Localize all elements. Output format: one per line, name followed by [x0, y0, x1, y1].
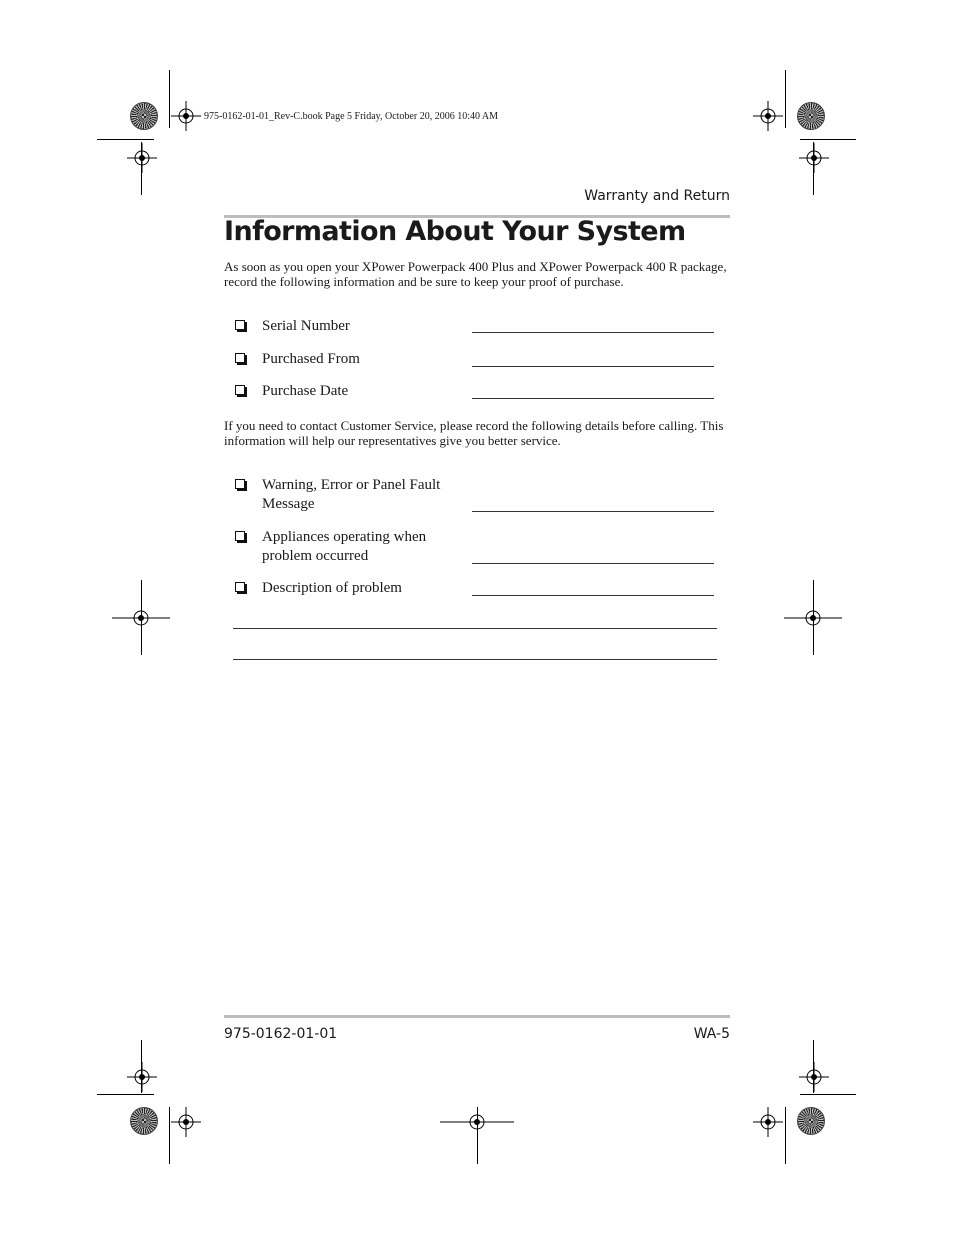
- registration-crosshair-icon: [753, 101, 783, 131]
- registration-star-icon: [130, 102, 158, 130]
- registration-star-icon: [130, 1107, 158, 1135]
- registration-crosshair-icon: [112, 603, 170, 633]
- checkbox-icon[interactable]: [235, 582, 245, 592]
- problem-description-field[interactable]: [472, 595, 714, 596]
- problem-description-line[interactable]: [233, 628, 717, 629]
- appliances-label: Appliances operating when problem occurred: [262, 529, 427, 564]
- warning-message-field[interactable]: [472, 511, 714, 512]
- appliances-field[interactable]: [472, 563, 714, 564]
- registration-crosshair-icon: [799, 143, 829, 173]
- page-title: Information About Your System: [224, 216, 686, 247]
- registration-star-icon: [797, 1107, 825, 1135]
- warning-message-label: Warning, Error or Panel Fault Message: [262, 477, 441, 512]
- serial-number-label: Serial Number: [262, 318, 350, 334]
- purchased-from-field[interactable]: [472, 366, 714, 367]
- checkbox-icon[interactable]: [235, 320, 245, 330]
- registration-crosshair-icon: [171, 1107, 201, 1137]
- registration-crosshair-icon: [127, 143, 157, 173]
- footer-doc-number: 975-0162-01-01: [224, 1026, 338, 1042]
- checkbox-icon[interactable]: [235, 531, 245, 541]
- registration-crosshair-icon: [799, 1062, 829, 1092]
- registration-crosshair-icon: [171, 101, 201, 131]
- problem-description-label: Description of problem: [262, 580, 402, 596]
- purchase-date-label: Purchase Date: [262, 383, 349, 399]
- section-label: Warranty and Return: [584, 188, 730, 204]
- checkbox-icon[interactable]: [235, 385, 245, 395]
- footer-page-number: WA-5: [693, 1026, 730, 1042]
- registration-crosshair-icon: [753, 1107, 783, 1137]
- print-header-info: 975-0162-01-01_Rev-C.book Page 5 Friday, October 20, 2006 10:40 AM: [204, 111, 499, 122]
- checkbox-icon[interactable]: [235, 353, 245, 363]
- service-paragraph: If you need to contact Customer Service, please record the following details before calling. This information will help our representatives give you better service.: [224, 418, 724, 448]
- registration-crosshair-icon: [440, 1107, 514, 1137]
- purchased-from-label: Purchased From: [262, 351, 360, 367]
- footer-rule: [224, 1015, 730, 1018]
- registration-star-icon: [797, 102, 825, 130]
- serial-number-field[interactable]: [472, 332, 714, 333]
- purchase-date-field[interactable]: [472, 398, 714, 399]
- registration-crosshair-icon: [784, 603, 842, 633]
- intro-paragraph: As soon as you open your XPower Powerpack 400 Plus and XPower Powerpack 400 R package, record the following information and be sure to keep your proof of purchase.: [224, 259, 727, 289]
- checkbox-icon[interactable]: [235, 479, 245, 489]
- registration-crosshair-icon: [127, 1062, 157, 1092]
- problem-description-line[interactable]: [233, 659, 717, 660]
